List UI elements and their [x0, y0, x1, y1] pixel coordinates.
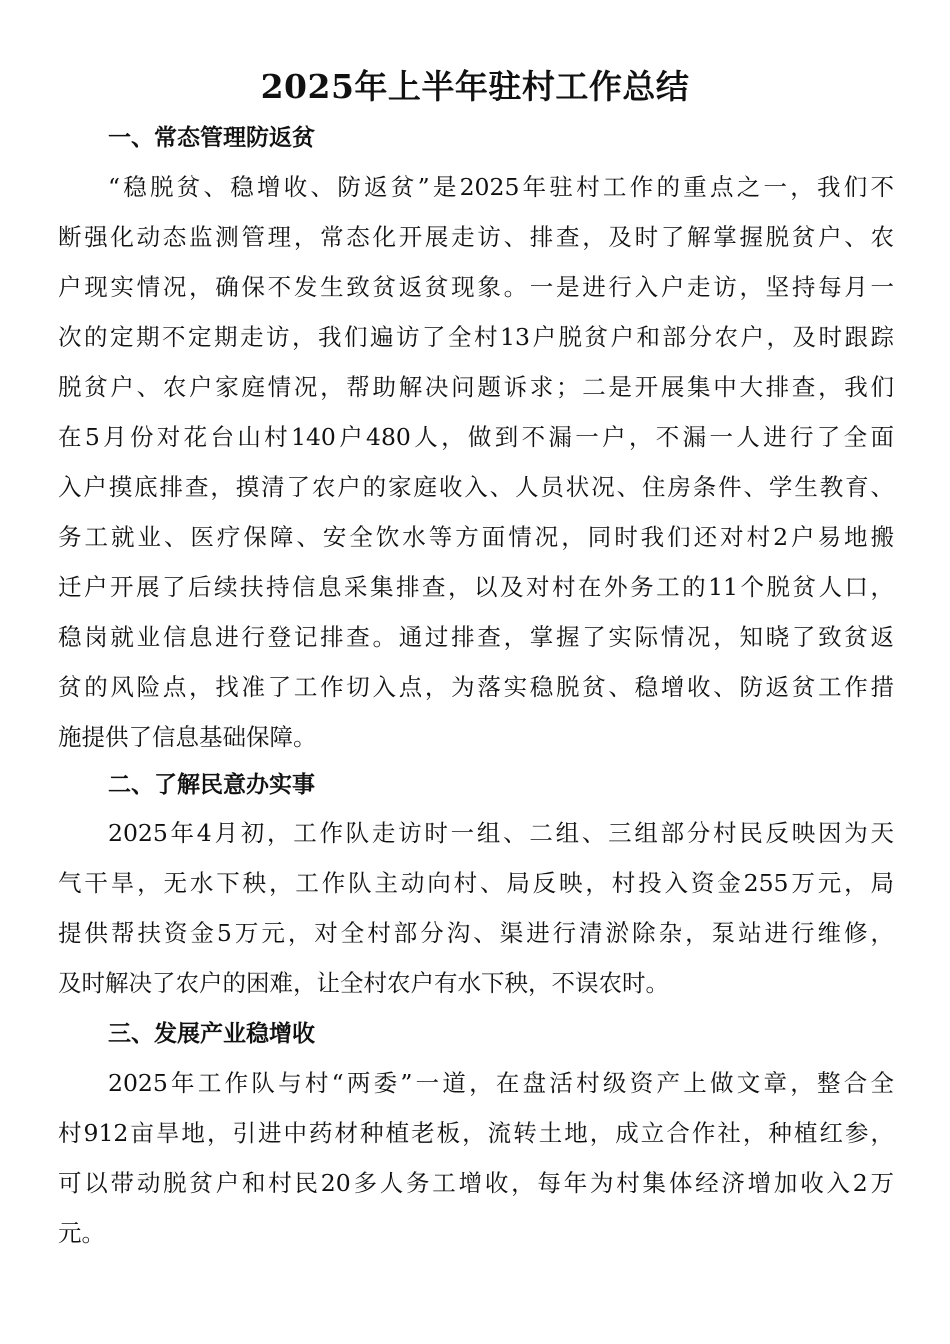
paragraph-line: 元。 [58, 1219, 105, 1247]
paragraph-line: 2025年4月初，工作队走访时一组、二组、三组部分村民反映因为天 [108, 819, 894, 847]
paragraph-line: 稳岗就业信息进行登记排查。通过排查，掌握了实际情况，知晓了致贫返 [58, 623, 894, 651]
paragraph-line: 施提供了信息基础保障。 [58, 723, 317, 751]
paragraph-line: 断强化动态监测管理，常态化开展走访、排查，及时了解掌握脱贫户、农 [58, 223, 894, 251]
section-heading: 一、常态管理防返贫 [108, 125, 315, 151]
paragraph-line: 贫的风险点，找准了工作切入点，为落实稳脱贫、稳增收、防返贫工作措 [58, 673, 894, 701]
paragraph-line: 务工就业、医疗保障、安全饮水等方面情况，同时我们还对村2户易地搬 [58, 523, 894, 551]
paragraph-line: 户现实情况，确保不发生致贫返贫现象。一是进行入户走访，坚持每月一 [58, 273, 894, 301]
paragraph-line: 入户摸底排查，摸清了农户的家庭收入、人员状况、住房条件、学生教育、 [58, 473, 894, 501]
section-paragraph [58, 808, 894, 1008]
paragraph-line: 脱贫户、农户家庭情况，帮助解决问题诉求；二是开展集中大排查，我们 [58, 373, 894, 401]
paragraph-line: 及时解决了农户的困难，让全村农户有水下秧，不误农时。 [58, 969, 669, 997]
paragraph-line: 次的定期不定期走访，我们遍访了全村13户脱贫户和部分农户，及时跟踪 [58, 323, 894, 351]
paragraph-line: 迁户开展了后续扶持信息采集排查，以及对村在外务工的11个脱贫人口， [58, 573, 894, 601]
section-paragraph [58, 162, 894, 762]
paragraph-line: “稳脱贫、稳增收、防返贫”是2025年驻村工作的重点之一，我们不 [108, 173, 894, 201]
paragraph-line: 气干旱，无水下秧，工作队主动向村、局反映，村投入资金255万元，局 [58, 869, 894, 897]
paragraph-line: 在5月份对花台山村140户480人，做到不漏一户，不漏一人进行了全面 [58, 423, 894, 451]
paragraph-line: 提供帮扶资金5万元，对全村部分沟、渠进行清淤除杂，泵站进行维修， [58, 919, 894, 947]
paragraph-line: 2025年工作队与村“两委”一道，在盘活村级资产上做文章，整合全 [108, 1069, 894, 1097]
paragraph-line: 可以带动脱贫户和村民20多人务工增收，每年为村集体经济增加收入2万 [58, 1169, 894, 1197]
section-heading: 三、发展产业稳增收 [108, 1021, 315, 1047]
section-paragraph [58, 1058, 894, 1258]
section-heading: 二、了解民意办实事 [108, 772, 315, 798]
paragraph-line: 村912亩旱地，引进中药材种植老板，流转土地，成立合作社，种植红参， [58, 1119, 894, 1147]
document-title: 2025年上半年驻村工作总结 [260, 67, 690, 106]
